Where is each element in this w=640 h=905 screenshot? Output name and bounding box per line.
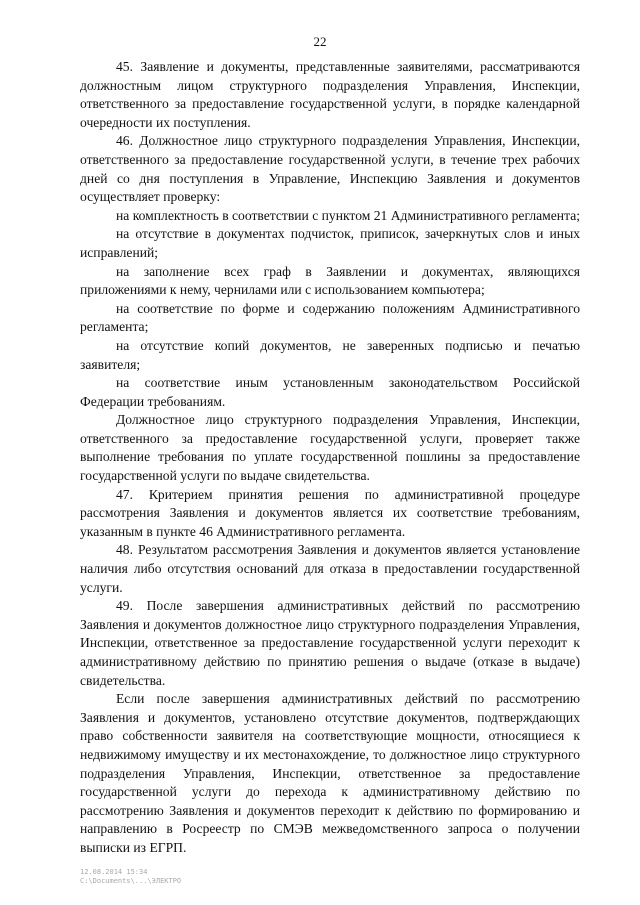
paragraph: 45. Заявление и документы, представленные заявителями, рассматриваются должностным лицом структурного подразделения Управления, Инспекции, ответственного за предоставление государственной услуги, в порядке календарной очередности их поступления. xyxy=(80,59,580,130)
paragraph: на соответствие по форме и содержанию положениям Административного регламента; xyxy=(80,300,580,335)
paragraph: Должностное лицо структурного подразделения Управления, Инспекции, ответственного за предоставление государственной услуги, проверяет также выполнение требования по уплате государственной пошлины за предоставление государственной услуги по выдаче свидетельства. xyxy=(80,412,580,484)
paragraph: 49. После завершения административных действий по рассмотрению Заявления и документов должностное лицо структурного подразделения Управления, Инспекции, ответственное за предоставление государственной услуги переходит к административному действию по принятию решения о выдаче (отказе в выдаче) свидетельства. xyxy=(80,598,580,688)
paragraph: 48. Результатом рассмотрения Заявления и документов является установление наличия либо отсутствия оснований для отказа в предоставлении государственной услуги. xyxy=(80,542,580,595)
page-number: 22 xyxy=(313,34,327,49)
paragraph: 46. Должностное лицо структурного подразделения Управления, Инспекции, ответственного за предоставление государственной услуги, в течение трех рабочих дней со дня поступления в Управление, Инспекцию Заявления и документов осуществляет проверку: xyxy=(80,133,580,205)
paragraph: на отсутствие копий документов, не заверенных подписью и печатью заявителя; xyxy=(80,337,580,372)
file-stamp-footer xyxy=(80,868,181,886)
footer-file-path: С:\Documents\...\ЭЛЕКТРО xyxy=(80,877,182,885)
paragraph: на комплектность в соответствии с пунктом 21 Административного регламента; xyxy=(116,207,580,223)
document-body xyxy=(80,58,580,858)
paragraph: на заполнение всех граф в Заявлении и документах, являющихся приложениями к нему, чернилами или с использованием компьютера; xyxy=(80,263,580,298)
paragraph: на отсутствие в документах подчисток, приписок, зачеркнутых слов и иных исправлений; xyxy=(80,226,580,260)
paragraph: на соответствие иным установленным законодательством Российской Федерации требованиям. xyxy=(80,375,580,409)
footer-timestamp: 12.08.2014 15:34 xyxy=(80,868,148,876)
paragraph: Если после завершения административных действий по рассмотрению Заявления и документов, установлено отсутствие документов, подтверждающих право собственности заявителя на соответствующие мощности, относящиеся к недвижимому имуществу и их местонахождение, то должностное лицо структурного подразделения Управления, Инспекции, ответственное за предоставление государственной услуги до перехода к административному действию по рассмотрению Заявления и документов переходит к действию по формированию и направлению в Росреестр по СМЭВ межведомственного запроса о получении выписки из ЕГРП. xyxy=(80,691,580,855)
paragraph: 47. Критерием принятия решения по административной процедуре рассмотрения Заявления и документов является их соответствие требованиям, указанным в пункте 46 Административного регламента. xyxy=(80,486,580,539)
